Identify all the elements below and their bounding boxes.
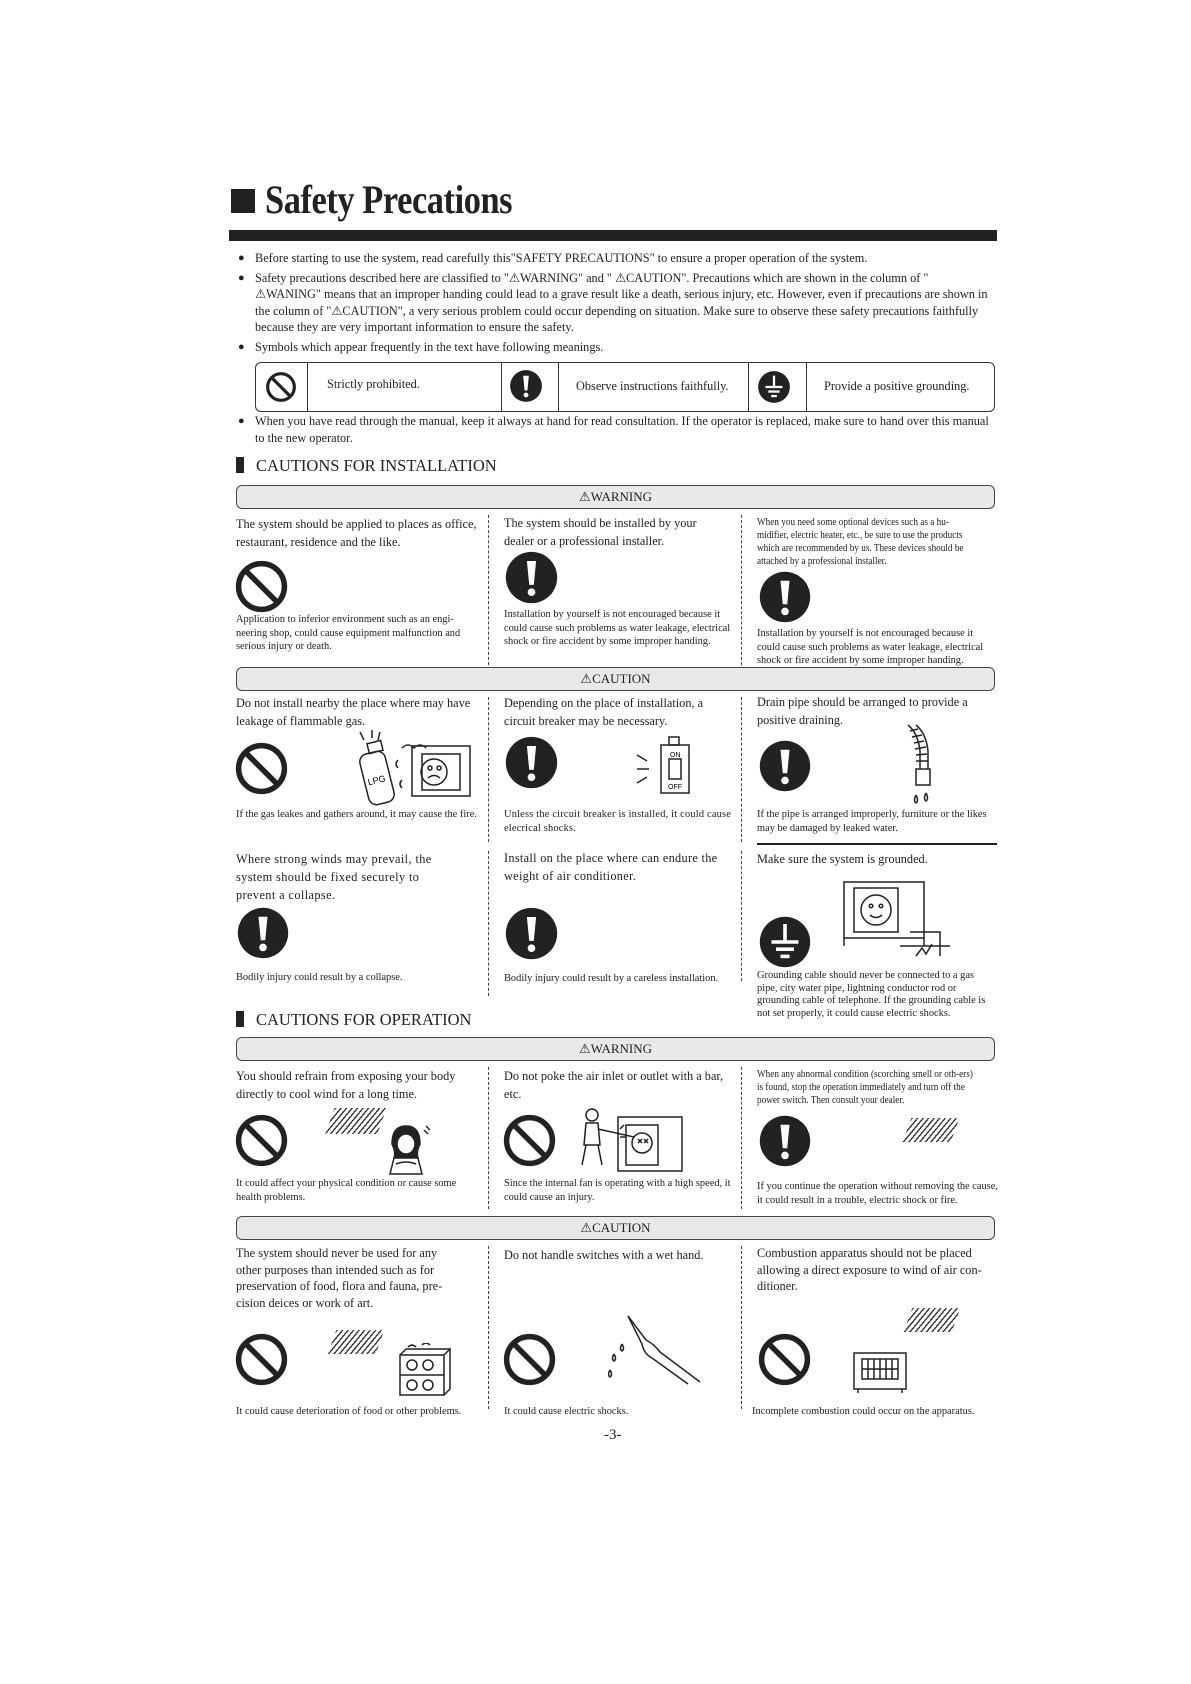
- title-square-icon: [231, 189, 255, 213]
- exclamation-icon: [236, 906, 290, 960]
- symbol-label: Provide a positive grounding.: [824, 379, 970, 393]
- column-divider: [741, 851, 742, 981]
- precaution-note: Unless the circuit breaker is installed, it could cause elecrical shocks.: [504, 809, 732, 834]
- column-divider: [741, 1067, 742, 1209]
- precaution-note: It could affect your physical condition or cause some health problems.: [236, 1178, 457, 1203]
- prohibited-icon: [757, 1332, 812, 1387]
- precaution-note: Installation by yourself is not encouraged because it could cause such problems as water leakage, electrical shock or fire accident by some improper handing.: [757, 628, 984, 666]
- prohibited-icon: [265, 371, 297, 403]
- food-box-illustration: [396, 1343, 452, 1399]
- poking-illustration: [576, 1107, 684, 1179]
- divider: [501, 363, 502, 411]
- closing-bullet: ● When you have read through the manual, keep it always at hand for read consultation. If the operator is replaced, make sure to hand over this manual to the new operator.: [238, 414, 989, 445]
- precaution-note: If you continue the operation without removing the cause, it could result in a trouble, electric shock or fire.: [757, 1181, 998, 1206]
- title-rule: [229, 230, 997, 241]
- exclamation-icon: [504, 735, 559, 790]
- person-illustration: [378, 1124, 433, 1176]
- column-divider: [488, 1067, 489, 1209]
- ground-icon: [758, 915, 812, 969]
- divider: [806, 363, 807, 411]
- lpg-label: LPG: [366, 773, 387, 788]
- precaution-note: Incomplete combustion could occur on the apparatus.: [752, 1406, 975, 1417]
- precaution-text: When any abnormal condition (scorching smell or oth-ers) is found, stop the operation immediately and turn off the power switch. Then consult your dealer.: [757, 1069, 973, 1106]
- wet-hand-illustration: [608, 1314, 708, 1386]
- precaution-text: The system should be applied to places as office, restaurant, residence and the like.: [236, 517, 477, 549]
- ground-icon: [757, 370, 791, 404]
- symbol-label: Strictly prohibited.: [327, 377, 420, 391]
- precaution-note: Bodily injury could result by a careless installation.: [504, 973, 719, 984]
- caution-band: ⚠CAUTION: [236, 667, 995, 691]
- precaution-text: Do not install nearby the place where may have leakage of flammable gas.: [236, 696, 471, 728]
- column-divider: [488, 1246, 489, 1409]
- drain-pipe-illustration: [900, 723, 940, 807]
- divider: [757, 843, 997, 845]
- section-heading-operation: CAUTIONS FOR OPERATION: [236, 1010, 471, 1030]
- page-number: -3-: [604, 1427, 622, 1443]
- circuit-breaker-illustration: [635, 735, 695, 797]
- precaution-text: When you need some optional devices such as a hu-midifier, electric heater, etc., be sure to use the products which are recommended by us. These devices should be attached by a professional installer.: [757, 517, 964, 567]
- off-label: OFF: [668, 784, 682, 791]
- on-label: ON: [670, 752, 681, 759]
- exclamation-icon: [509, 369, 543, 403]
- divider: [307, 363, 308, 411]
- prohibited-icon: [234, 1113, 289, 1168]
- exclamation-icon: [758, 570, 812, 624]
- caution-band: ⚠CAUTION: [236, 1216, 995, 1240]
- intro-bullets: [236, 250, 996, 358]
- precaution-text: Do not poke the air inlet or outlet with a bar, etc.: [504, 1069, 724, 1101]
- precaution-text: Make sure the system is grounded.: [757, 852, 928, 866]
- precaution-note: Application to inferior environment such as an engi-neering shop, could cause equipment malfunction and serious injury or death.: [236, 614, 461, 652]
- precaution-text: The system should never be used for any other purposes than intended such as for preservation of food, flora and fauna, pre-cision deices or work of art.: [236, 1246, 443, 1310]
- warning-band: ⚠WARNING: [236, 1037, 995, 1061]
- column-divider: [741, 697, 742, 842]
- precaution-text: Depending on the place of installation, a circuit breaker may be necessary.: [504, 696, 704, 728]
- page-title: Safety Precations: [265, 177, 513, 222]
- precaution-note: It could cause electric shocks.: [504, 1406, 629, 1417]
- divider: [748, 363, 749, 411]
- precaution-note: Grounding cable should never be connected to a gas pipe, city water pipe, lightning conductor rod or grounding cable of telephone. If the grounding cable is not set properly, it could cause electric shocks.: [757, 970, 986, 1019]
- exclamation-icon: [758, 1114, 812, 1168]
- precaution-text: Drain pipe should be arranged to provide a positive draining.: [757, 695, 968, 727]
- exclamation-icon: [504, 906, 559, 961]
- exclamation-icon: [758, 739, 812, 793]
- column-divider: [488, 697, 489, 842]
- warning-band: ⚠WARNING: [236, 485, 995, 509]
- precaution-note: Installation by yourself is not encouraged because it could cause such problems as water leakage, electrical shock or fire accident by some improper handing.: [504, 609, 731, 647]
- symbol-legend: [255, 362, 995, 412]
- intro-bullet: ● Before starting to use the system, read carefully this"SAFETY PRECAUTIONS" to ensure a proper operation of the system.: [238, 251, 868, 265]
- precaution-text: The system should be installed by your dealer or a professional installer.: [504, 516, 697, 548]
- column-divider: [741, 1246, 742, 1409]
- precaution-note: Since the internal fan is operating with a high speed, it could cause an injury.: [504, 1178, 731, 1203]
- precaution-text: You should refrain from exposing your body directly to cool wind for a long time.: [236, 1069, 456, 1101]
- prohibited-icon: [502, 1332, 557, 1387]
- section-heading-installation: CAUTIONS FOR INSTALLATION: [236, 456, 497, 476]
- cold-wind-icon: [903, 1118, 960, 1142]
- divider: [558, 363, 559, 411]
- column-divider: [741, 515, 742, 665]
- prohibited-icon: [234, 1332, 289, 1387]
- column-divider: [488, 851, 489, 996]
- precaution-note: If the pipe is arranged improperly, furniture or the likes may be damaged by leaked water.: [757, 809, 987, 834]
- precaution-note: Bodily injury could result by a collapse.: [236, 972, 403, 983]
- precaution-text: Do not handle switches with a wet hand.: [504, 1248, 704, 1262]
- symbol-label: Observe instructions faithfully.: [576, 379, 729, 393]
- cold-wind-icon: [904, 1308, 961, 1332]
- prohibited-icon: [234, 559, 289, 614]
- exclamation-icon: [504, 550, 559, 605]
- precaution-text: Where strong winds may prevail, the system should be fixed securely to prevent a collapse.: [236, 852, 432, 902]
- heater-illustration: [850, 1347, 910, 1393]
- intro-bullet: ● Symbols which appear frequently in the text have following meanings.: [238, 339, 604, 354]
- prohibited-icon: [234, 741, 289, 796]
- precaution-note: It could cause deterioration of food or other problems.: [236, 1406, 462, 1417]
- precaution-text: Install on the place where can endure the weight of air conditioner.: [504, 851, 718, 883]
- column-divider: [488, 515, 489, 665]
- prohibited-icon: [502, 1113, 557, 1168]
- intro-bullet: ● Safety precautions described here are classified to "⚠WARNING" and " ⚠CAUTION". Precautions which are shown in the column of " ⚠WANING" means that an improper handing could lead to a grave result like a death, serious injury, etc. However, even if precautions are shown in the column of "⚠CAUTION", a very serious problem could occur depending on situation. Make sure to observe these safety precautions faithfully because they are very important information to ensure the safety.: [238, 270, 988, 334]
- precaution-note: If the gas leakes and gathers around, it may cause the fire.: [236, 809, 477, 820]
- grounded-unit-illustration: [840, 880, 952, 960]
- precaution-text: Combustion apparatus should not be placed allowing a direct exposure to wind of air con-ditioner.: [757, 1246, 982, 1293]
- lpg-gas-illustration: [350, 730, 480, 810]
- cold-wind-icon: [328, 1330, 385, 1354]
